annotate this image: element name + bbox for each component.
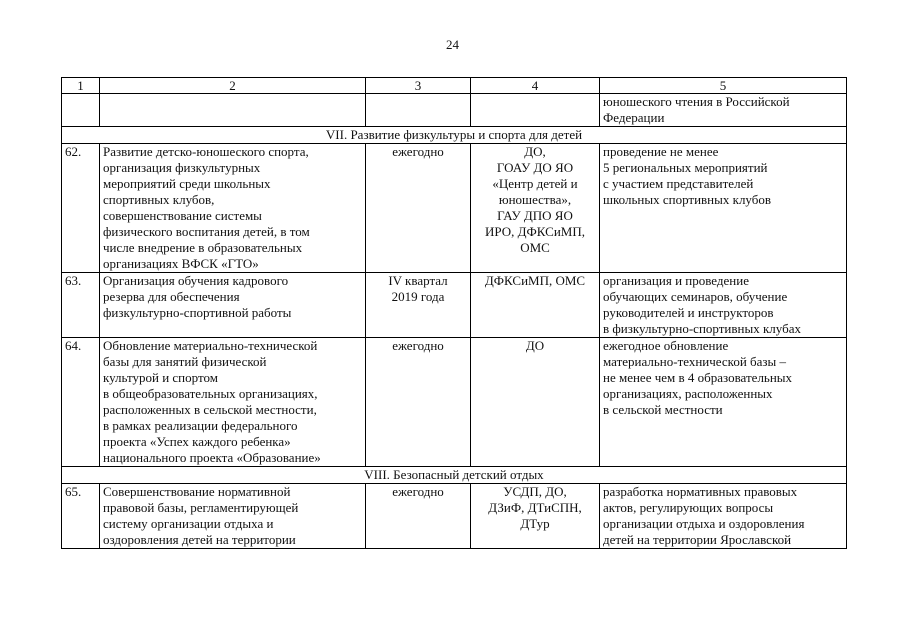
measures-table: [61, 77, 847, 549]
table-row: [62, 94, 847, 127]
executor-cell: ДО, ГОАУ ДО ЯО «Центр детей и юношества», ГАУ ДПО ЯО ИРО, ДФКСиМП, ОМС: [471, 144, 600, 273]
measure-cell: Обновление материально-технической базы для занятий физической культурой и спортом в общеобразовательных организациях, расположенных в сельской местности, в рамках реализации федерального проекта «Успех каждого ребенка» национального проекта «Образование»: [100, 338, 366, 467]
table-row: [62, 338, 847, 467]
section-title: VII. Развитие физкультуры и спорта для детей: [62, 127, 847, 144]
measure-cell: Организация обучения кадрового резерва для обеспечения физкультурно-спортивной работы: [100, 273, 366, 338]
section-title: VIII. Безопасный детский отдых: [62, 467, 847, 484]
term-cell: IV квартал 2019 года: [366, 273, 471, 338]
section-header-row: [62, 467, 847, 484]
executor-cell: ДФКСиМП, ОМС: [471, 273, 600, 338]
column-header: 5: [600, 78, 847, 94]
result-cell: проведение не менее 5 региональных мероприятий с участием представителей школьных спортивных клубов: [600, 144, 847, 273]
measure-cell: Развитие детско-юношеского спорта, организация физкультурных мероприятий среди школьных спортивных клубов, совершенствование системы физического воспитания детей, в том числе внедрение в образовательных организациях ВФСК «ГТО»: [100, 144, 366, 273]
page-number: 24: [446, 37, 459, 52]
row-number: 64.: [62, 338, 100, 467]
row-number: 63.: [62, 273, 100, 338]
row-number: 65.: [62, 484, 100, 549]
result-cell: юношеского чтения в Российской Федерации: [600, 94, 847, 127]
table-row: [62, 144, 847, 273]
term-cell: ежегодно: [366, 338, 471, 467]
row-number: 62.: [62, 144, 100, 273]
result-cell: разработка нормативных правовых актов, регулирующих вопросы организации отдыха и оздоровления детей на территории Ярославской: [600, 484, 847, 549]
column-header: 1: [62, 78, 100, 94]
column-header: 3: [366, 78, 471, 94]
table-row: [62, 484, 847, 549]
executor-cell: ДО: [471, 338, 600, 467]
section-header-row: [62, 127, 847, 144]
column-header: 4: [471, 78, 600, 94]
executor-cell: УСДП, ДО, ДЗиФ, ДТиСПН, ДТур: [471, 484, 600, 549]
term-cell: ежегодно: [366, 484, 471, 549]
term-cell: ежегодно: [366, 144, 471, 273]
table-header-row: [62, 78, 847, 94]
table-row: [62, 273, 847, 338]
measure-cell: Совершенствование нормативной правовой базы, регламентирующей систему организации отдыха и оздоровления детей на территории: [100, 484, 366, 549]
result-cell: ежегодное обновление материально-технической базы – не менее чем в 4 образовательных организациях, расположенных в сельской местности: [600, 338, 847, 467]
result-cell: организация и проведение обучающих семинаров, обучение руководителей и инструкторов в физкультурно-спортивных клубах: [600, 273, 847, 338]
column-header: 2: [100, 78, 366, 94]
